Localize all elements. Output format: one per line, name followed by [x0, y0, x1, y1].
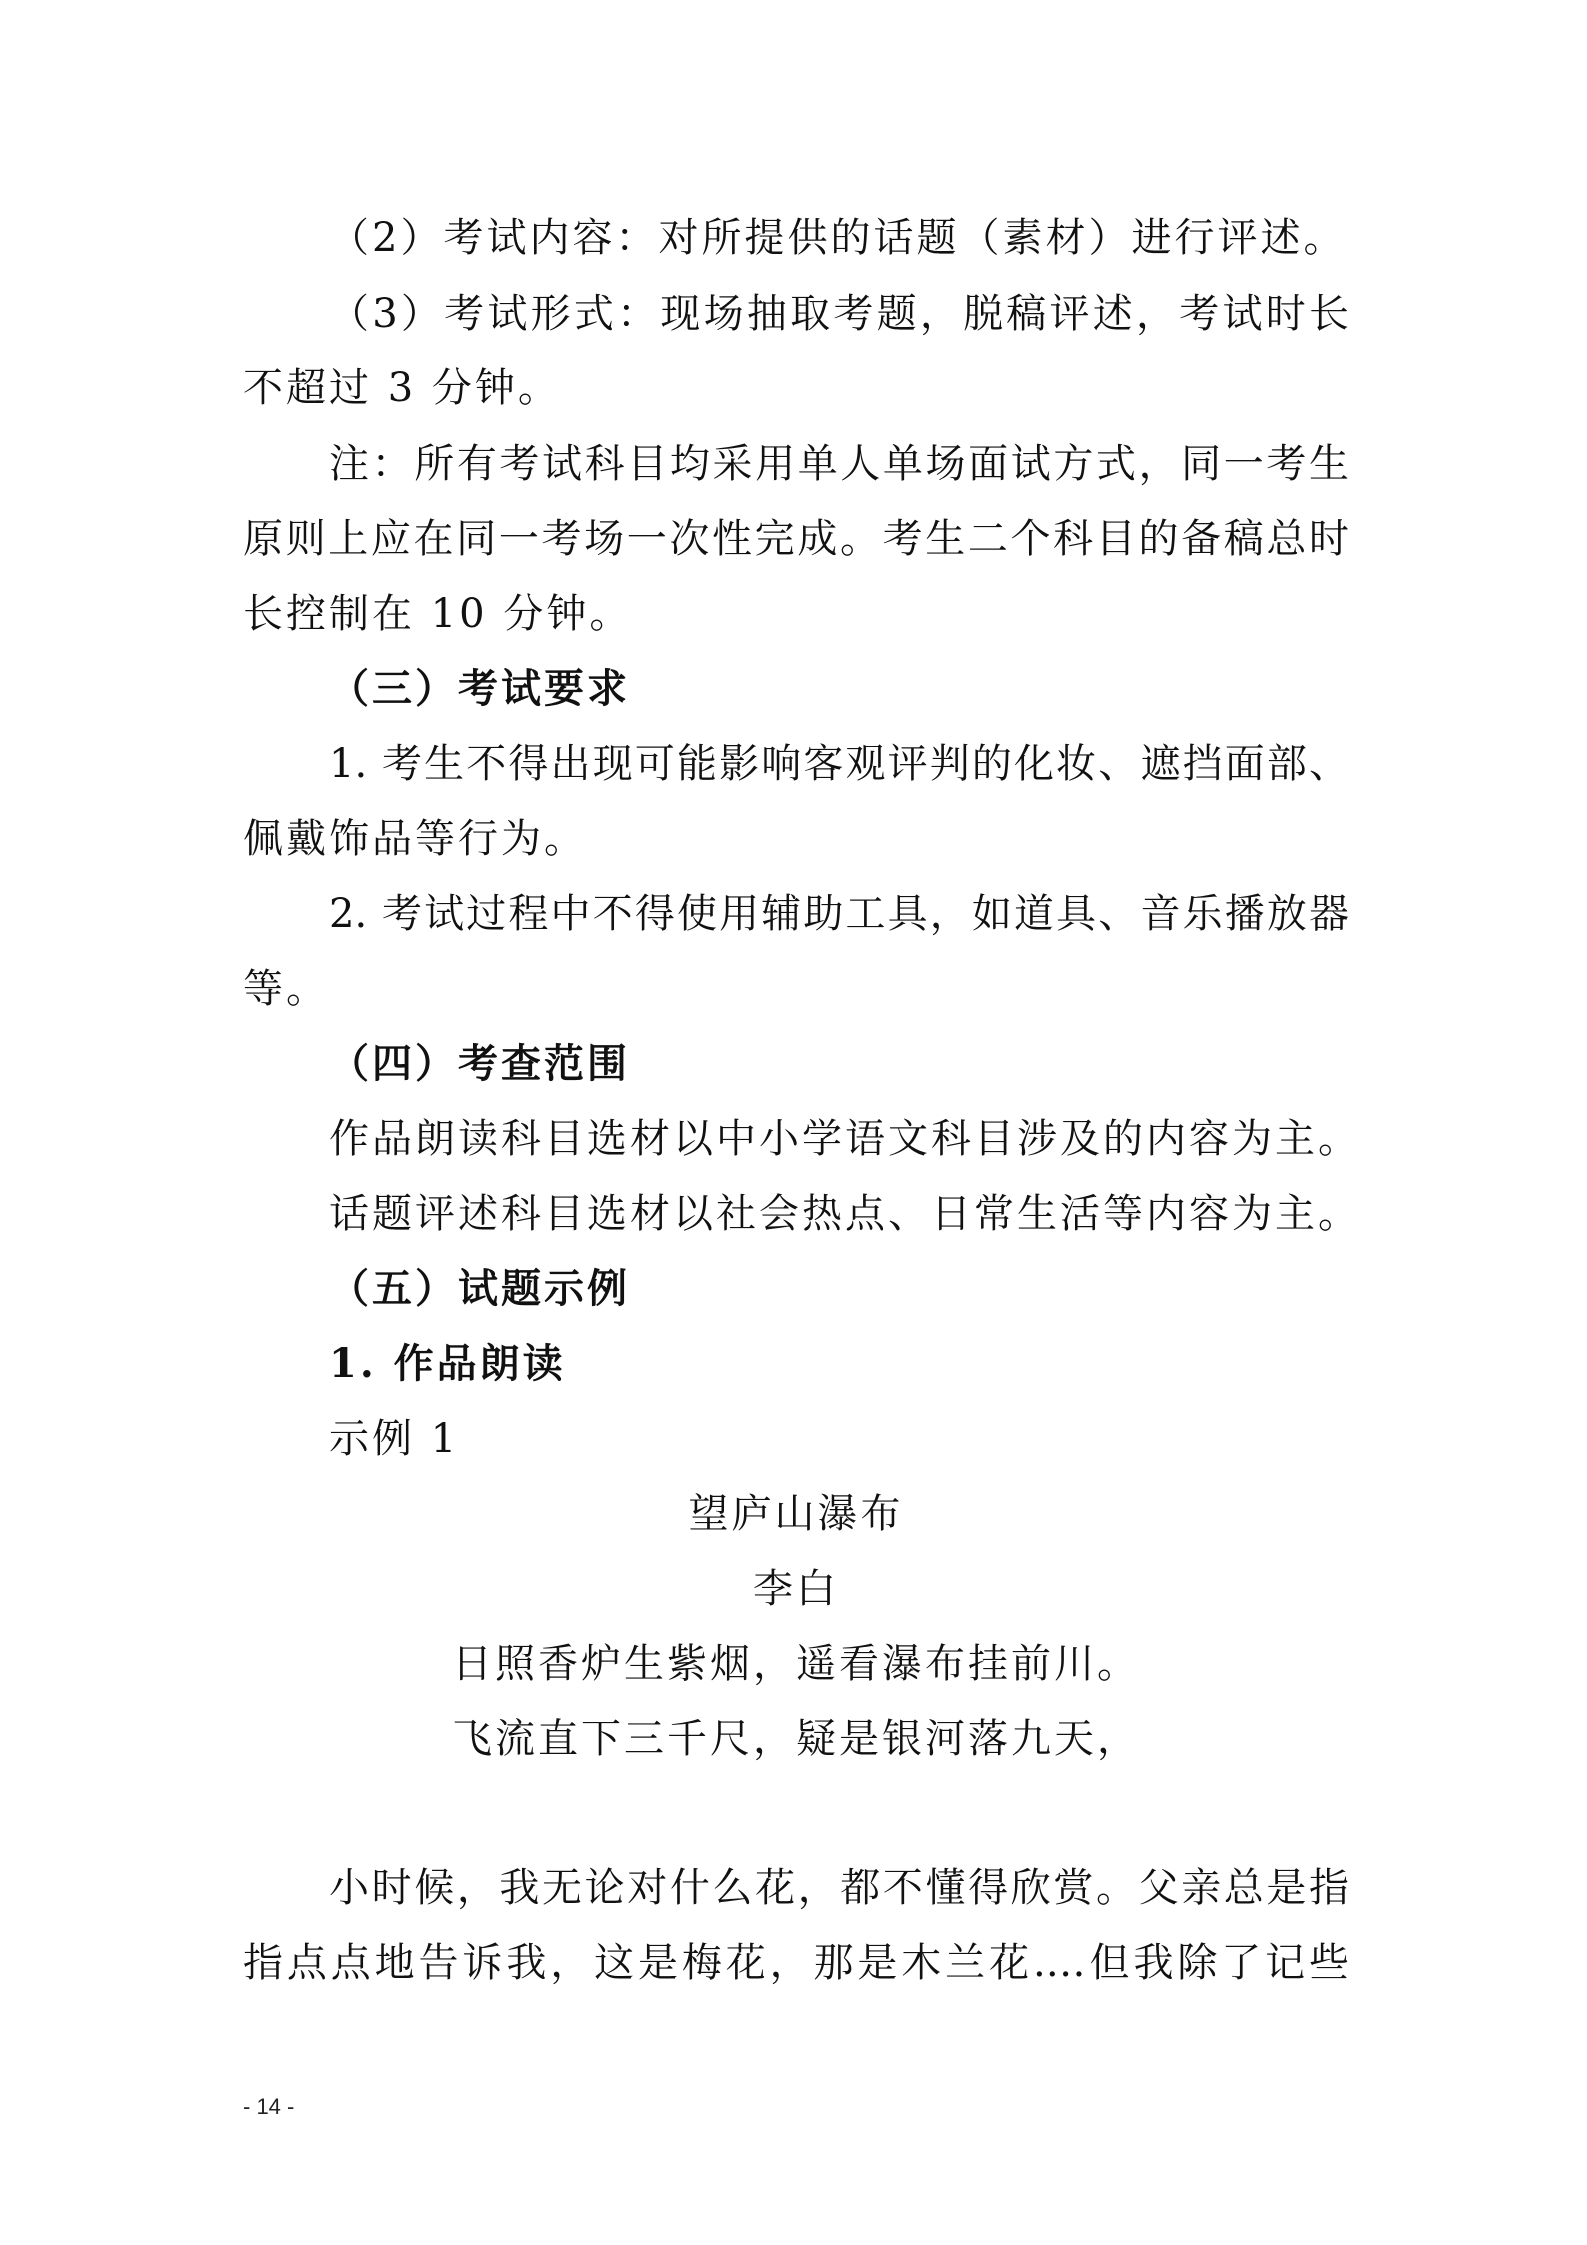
section-heading-scope: （四）考查范围: [329, 1040, 630, 1087]
requirement-2-line1: 2. 考试过程中不得使用辅助工具，如道具、音乐播放器: [329, 891, 1349, 937]
page-number: - 14 -: [243, 2094, 295, 2119]
section-heading-examples: （五）试题示例: [329, 1265, 630, 1312]
paragraph-note-line3: 长控制在 10 分钟。: [243, 591, 633, 637]
paragraph-note-line2: 原则上应在同一考场一次性完成。考生二个科目的备稿总时: [243, 516, 1349, 562]
poem-line-1: 日照香炉生紫烟，遥看瀑布挂前川。: [452, 1641, 1140, 1687]
scope-reading: 作品朗读科目选材以中小学语文科目涉及的内容为主。: [329, 1116, 1361, 1162]
paragraph-exam-format-line1: （3）考试形式：现场抽取考题，脱稿评述，考试时长: [329, 291, 1349, 337]
paragraph-exam-format-line2: 不超过 3 分钟。: [243, 365, 561, 411]
poem-line-2: 飞流直下三千尺，疑是银河落九天，: [452, 1716, 1140, 1762]
subheading-reading: 1. 作品朗读: [329, 1340, 566, 1387]
prose-line-2: 指点点地告诉我，这是梅花，那是木兰花.…但我除了记些: [243, 1940, 1349, 1986]
section-heading-requirements: （三）考试要求: [329, 665, 630, 712]
paragraph-note-line1: 注：所有考试科目均采用单人单场面试方式，同一考生: [329, 441, 1349, 487]
prose-line-1: 小时候，我无论对什么花，都不懂得欣赏。父亲总是指: [329, 1865, 1349, 1911]
requirement-1-line1: 1. 考生不得出现可能影响客观评判的化妆、遮挡面部、: [329, 741, 1349, 787]
scope-commentary: 话题评述科目选材以社会热点、日常生活等内容为主。: [329, 1191, 1361, 1237]
poem-title: 望庐山瀑布: [688, 1491, 904, 1537]
requirement-1-line2: 佩戴饰品等行为。: [243, 816, 587, 862]
example-label: 示例 1: [329, 1416, 460, 1462]
requirement-2-line2: 等。: [243, 966, 329, 1012]
paragraph-exam-content: （2）考试内容：对所提供的话题（素材）进行评述。: [329, 215, 1347, 261]
poem-author: 李白: [753, 1566, 839, 1612]
